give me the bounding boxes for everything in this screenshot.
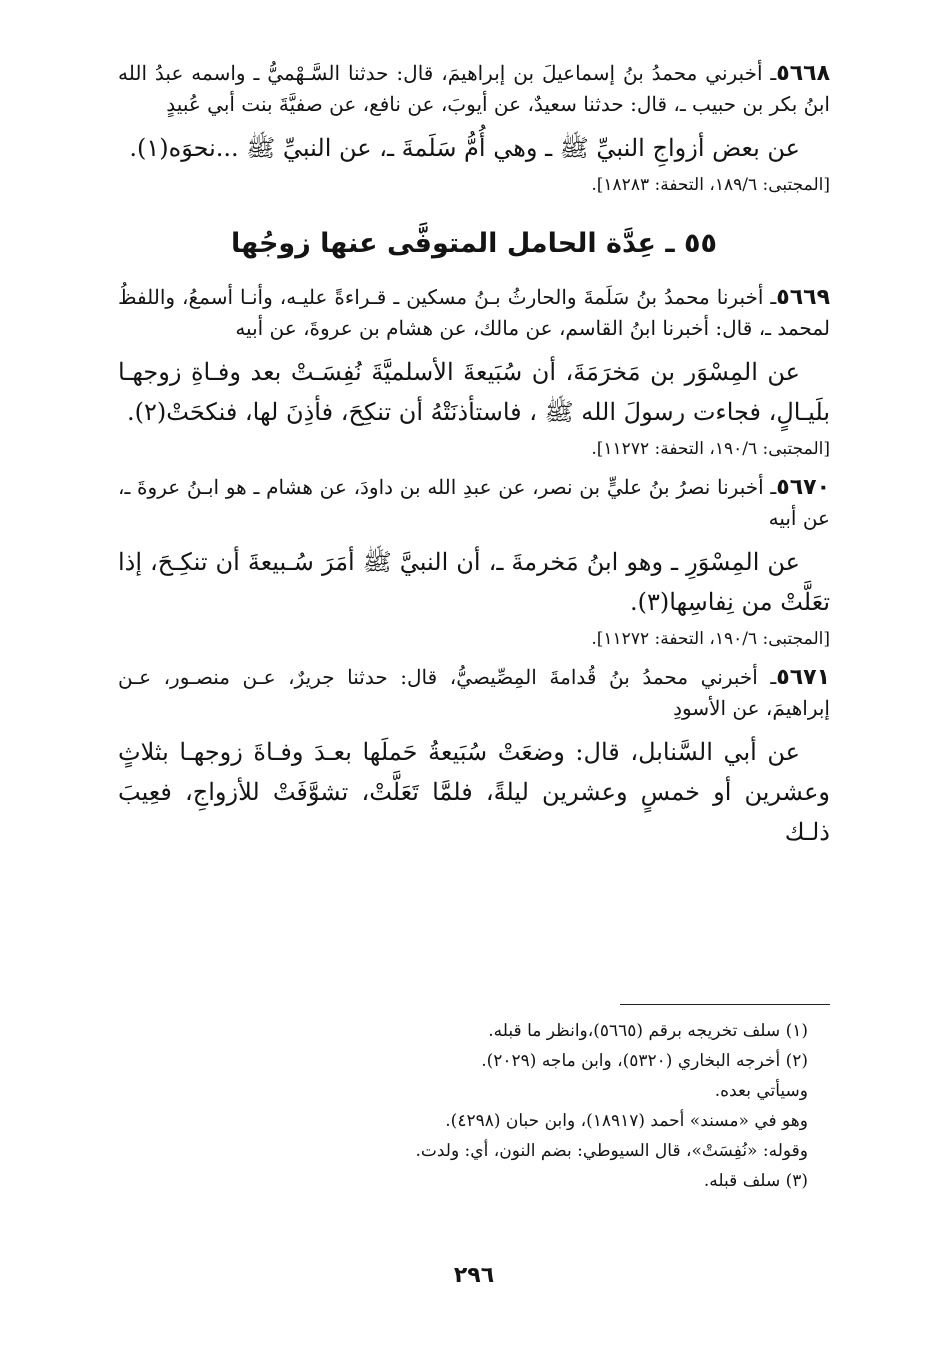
hadith-chain — [118, 472, 830, 534]
hadith-chain-text: ـ أخبرني محمدُ بنُ قُدامةَ المِصِّيصيُّ، قال: حدثنا جريرٌ، عـن منصـور، عـن إبراهيمَ، عن الأسودِ — [118, 665, 830, 720]
hadith-5671 — [118, 662, 830, 852]
footnote-divider — [620, 1004, 830, 1005]
hadith-5668 — [118, 58, 830, 198]
hadith-reference: [المجتبى: ١٩٠/٦، التحفة: ١١٢٧٢]. — [591, 439, 830, 459]
hadith-5670 — [118, 472, 830, 652]
footnote-2: (٢) أخرجه البخاري (٥٣٢٠)، وابن ماجه (٢٠٢٩). — [481, 1051, 808, 1071]
footnotes — [118, 1016, 808, 1196]
footnote-1: (١) سلف تخريجه برقم (٥٦٦٥)،وانظر ما قبله. — [488, 1021, 808, 1041]
hadith-chain-text: ـ أخبرني محمدُ بنُ إسماعيلَ بن إبراهيمَ، قال: حدثنا السَّـهْميُّ ـ واسمه عبدُ الله ابنُ بكر بن حبيب ـ، قال: حدثنا سعيدٌ، عن أيوبَ، عن نافع، عن صفيَّةَ بنت أبي عُبيدٍ — [118, 61, 830, 116]
hadith-number: ٥٦٧١ — [776, 665, 830, 690]
hadith-number: ٥٦٦٨ — [776, 61, 830, 86]
footnote-2-continued: وسيأتي بعده. — [714, 1081, 808, 1101]
hadith-number: ٥٦٧٠ — [776, 475, 830, 500]
hadith-5669 — [118, 282, 830, 462]
page-number: ٢٩٦ — [453, 1263, 495, 1288]
hadith-reference: [المجتبى: ١٩٠/٦، التحفة: ١١٢٧٢]. — [591, 629, 830, 649]
page-body — [118, 58, 830, 852]
hadith-chain-text: ـ أخبرنا محمدُ بنُ سَلَمةَ والحارثُ بـنُ مسكين ـ قـراءةً عليـه، وأنـا أسمعُ، واللفظُ لمحمد ـ، قال: أخبرنا ابنُ القاسم، عن مالك، عن هشام بن عروةَ، عن أبيه — [118, 285, 830, 340]
hadith-text: عن المِسْوَر بن مَخرَمَةَ، أن سُبَيعةَ الأسلميَّةَ نُفِسَـتْ بعد وفـاةِ زوجهـا بلَيـالٍ، فجاءت رسولَ الله ﷺ ، فاستأذنَتْهُ أن تنكِحَ، فأذِنَ لها، فنكحَتْ(٢). — [118, 358, 830, 426]
hadith-text: عن بعض أزواجِ النبيِّ ﷺ ـ وهي أُمُّ سَلَمةَ ـ، عن النبيِّ ﷺ ...نحوَه(١). — [129, 134, 800, 162]
footnote-2-musnad: وهو في «مسند» أحمد (١٨٩١٧)، وابن حبان (٤٢٩٨). — [445, 1111, 808, 1131]
hadith-chain — [118, 282, 830, 344]
hadith-text: عن المِسْوَرِ ـ وهو ابنُ مَخرمةَ ـ، أن النبيَّ ﷺ أمَرَ سُـبيعةَ أن تنكِـحَ، إذا تعَلَّتْ من نِفاسِها(٣). — [118, 548, 830, 616]
hadith-number: ٥٦٦٩ — [776, 285, 830, 310]
chapter-title: ٥٥ ـ عِدَّة الحامل المتوفَّى عنها زوجُها — [231, 228, 717, 259]
footnote-2-gloss: وقوله: «نُفِسَتْ»، قال السيوطي: بضم النون، أي: ولدت. — [415, 1141, 808, 1161]
hadith-chain-text: ـ أخبرنا نصرُ بنُ عليٍّ بن نصر، عن عبدِ الله بن داودَ، عن هشام ـ هو ابـنُ عروةَ ـ، عن أبيه — [118, 475, 830, 530]
hadith-chain — [118, 58, 830, 120]
footnote-3: (٣) سلف قبله. — [703, 1171, 808, 1191]
hadith-reference: [المجتبى: ١٨٩/٦، التحفة: ١٨٢٨٣]. — [591, 175, 830, 195]
hadith-text: عن أبي السَّنابل، قال: وضعَتْ سُبَيعةُ حَملَها بعـدَ وفـاةَ زوجهـا بثلاثٍ وعشرين أو خمسٍ وعشرين ليلةً، فلمَّا تَعَلَّتْ، تشوَّفَتْ للأزواجِ، فعِيبَ ذلـك — [118, 738, 830, 846]
hadith-chain — [118, 662, 830, 724]
